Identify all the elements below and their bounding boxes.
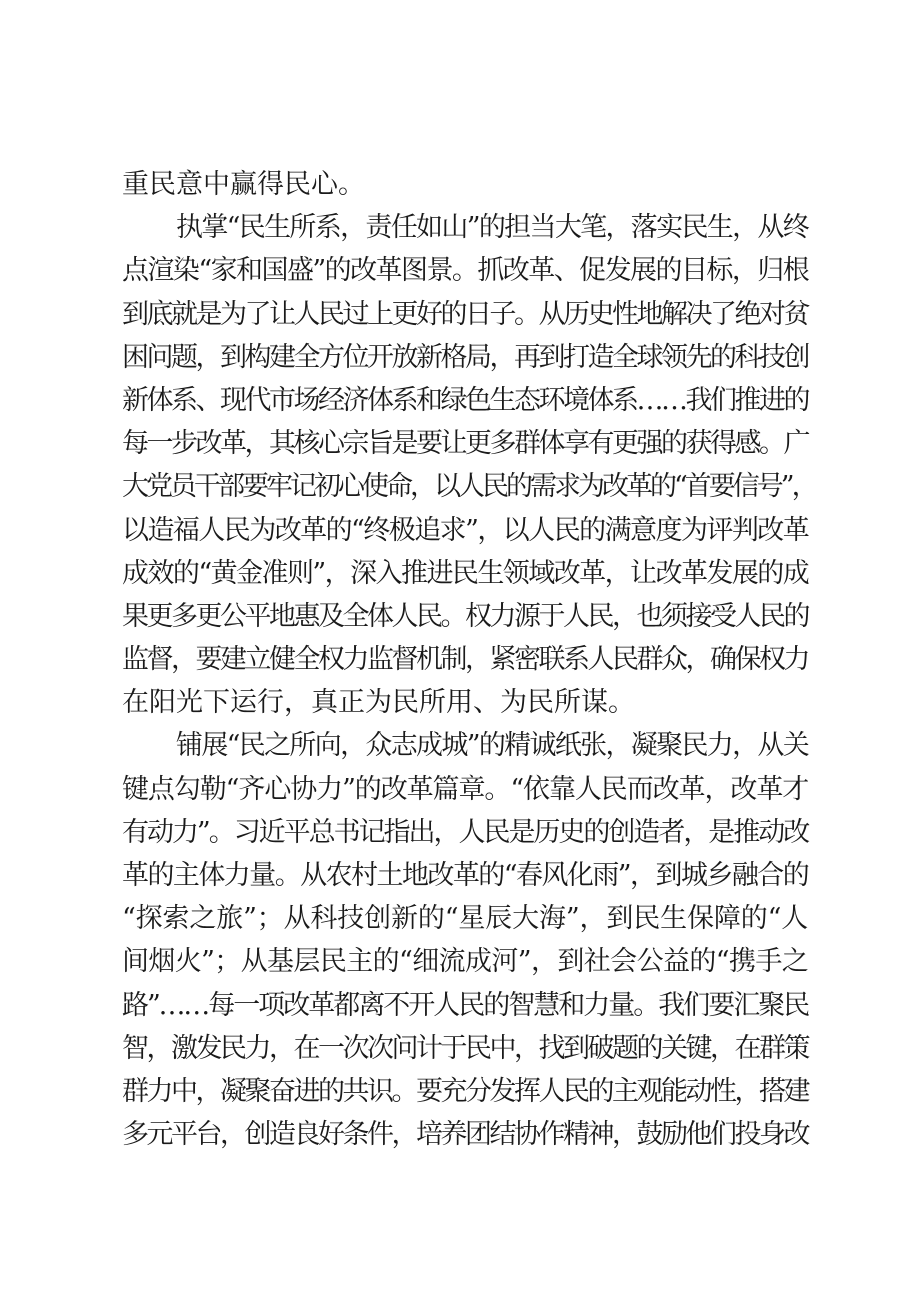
text-line: 重民意中赢得民心。 — [122, 169, 365, 200]
text-line: 大党员干部要牢记初心使命，以人民的需求为改革的“首要信号”， — [122, 471, 816, 503]
text-line: 铺展“民之所向，众志成城”的精诚纸张，凝聚民力，从关 — [176, 730, 808, 762]
text-line: 键点勾勒“齐心协力”的改革篇章。“依靠人民而改革，改革才 — [122, 773, 808, 805]
text-line: 每一步改革，其核心宗旨是要让更多群体享有更强的获得感。广 — [122, 428, 808, 460]
text-line: “探索之旅”；从科技创新的“星辰大海”，到民生保障的“人 — [122, 903, 808, 935]
text-line: 有动力”。习近平总书记指出，人民是历史的创造者，是推动改 — [122, 816, 808, 848]
text-line: 智，激发民力，在一次次问计于民中，找到破题的关键，在群策 — [122, 1032, 808, 1064]
text-line: 群力中，凝聚奋进的共识。要充分发挥人民的主观能动性，搭建 — [122, 1075, 808, 1107]
text-line: 新体系、现代市场经济体系和绿色生态环境体系……我们推进的 — [122, 384, 808, 416]
text-line: 多元平台，创造良好条件，培养团结协作精神，鼓励他们投身改 — [122, 1119, 808, 1151]
text-line: 到底就是为了让人民过上更好的日子。从历史性地解决了绝对贫 — [122, 298, 808, 330]
text-line: 困问题，到构建全方位开放新格局，再到打造全球领先的科技创 — [122, 341, 808, 373]
text-line: 间烟火”；从基层民主的“细流成河”，到社会公益的“携手之 — [122, 946, 808, 978]
text-line: 果更多更公平地惠及全体人民。权力源于人民，也须接受人民的 — [122, 600, 808, 632]
text-line: 成效的“黄金准则”，深入推进民生领域改革，让改革发展的成 — [122, 557, 808, 589]
text-line: 监督，要建立健全权力监督机制，紧密联系人民群众，确保权力 — [122, 644, 808, 676]
body-text — [122, 163, 816, 1156]
text-line: 以造福人民为改革的“终极追求”，以人民的满意度为评判改革 — [122, 514, 808, 546]
text-line: 点渲染“家和国盛”的改革图景。抓改革、促发展的目标，归根 — [122, 255, 808, 287]
text-line: 路”……每一项改革都离不开人民的智慧和力量。我们要汇聚民 — [122, 989, 808, 1021]
text-line: 在阳光下运行，真正为民所用、为民所谋。 — [122, 687, 635, 719]
text-line: 革的主体力量。从农村土地改革的“春风化雨”，到城乡融合的 — [122, 860, 808, 891]
text-line: 执掌“民生所系，责任如山”的担当大笔，落实民生，从终 — [176, 212, 808, 244]
